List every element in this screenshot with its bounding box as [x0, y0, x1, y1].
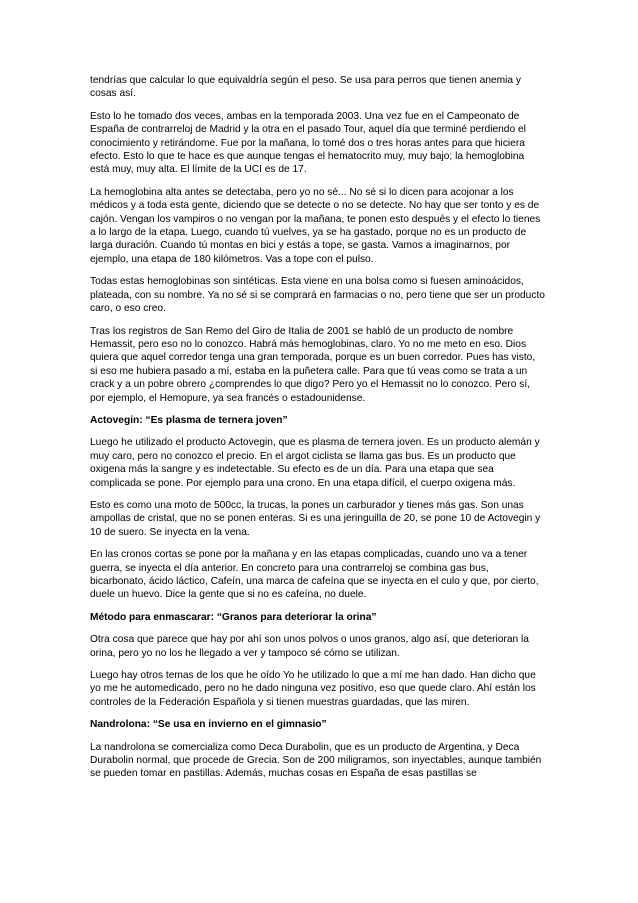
- section-heading: Nandrolona: “Se usa en invierno en el gimnasio”: [90, 719, 327, 731]
- paragraph: Tras los registros de San Remo del Giro de Italia de 2001 se habló de un producto de nombre Hemassit, pero eso no lo conozco. Habrá más hemoglobinas, claro. Yo no me meto en eso. Dios quiera que aquel corredor tenga una gran temporada, porque es un buen corredor. Pues has visto, si eso me hubiera pasado a mí, estaba en la puñetera calle. Para que tú veas como se trata a un crack y a un pobre obrero ¿comprendes lo que digo? Pero yo el Hemassit no lo conozco. Pero sí, por ejemplo, el Hemopure, ya sea francés o estadounidense.: [90, 325, 536, 404]
- paragraph: tendrías que calcular lo que equivaldría según el peso. Se usa para perros que tienen anemia y cosas así.: [90, 75, 521, 100]
- document-page: [90, 74, 545, 790]
- section-heading: Método para enmascarar: “Granos para deteriorar la orina”: [90, 611, 377, 623]
- section-heading: Actovegin: “Es plasma de ternera joven”: [90, 414, 288, 426]
- paragraph: En las cronos cortas se pone por la mañana y en las etapas complicadas, cuando uno va a tener guerra, se inyecta el día anterior. En concreto para una contrarreloj se combina gas bus, bicarbonato, ácido láctico, Cafeín, una marca de cafeína que se inyecta en el culo y que, por cierto, duele un huevo. Dice la gente que si no es cafeína, no duele.: [90, 549, 539, 601]
- paragraph: La hemoglobina alta antes se detectaba, pero yo no sé... No sé si lo dicen para acojonar a los médicos y a toda esta gente, diciendo que se detecte o no se detecte. No hay que ser tonto y es de cajón. Vengan los vampiros o no vengan por la mañana, te ponen esto después y el efecto lo tienes a lo largo de la etapa. Luego, cuando tú vuelves, ya se ha gastado, porque no es un producto de larga duración. Cuando tú montas en bici y estás a tope, se gasta. Vamos a imaginarnos, por ejemplo, una etapa de 180 kilómetros. Vas a tope con el pulso.: [90, 186, 541, 265]
- paragraph: Todas estas hemoglobinas son sintéticas. Esta viene en una bolsa como si fuesen aminoácidos, plateada, con su nombre. Ya no sé si se comprará en farmacias o no, pero tiene que ser un producto caro, o eso creo.: [90, 276, 545, 315]
- paragraph: La nandrolona se comercializa como Deca Durabolin, que es un producto de Argentina, y Deca Durabolin normal, que procede de Grecia. Son de 200 miligramos, son inyectables, aunque también se pueden tomar en pastillas. Además, muchas cosas en España de esas pastillas se: [90, 741, 542, 780]
- paragraph: Luego he utilizado el producto Actovegin, que es plasma de ternera joven. Es un producto alemán y muy caro, pero no conozco el precio. En el argot ciclista se llama gas bus. Es un producto que oxigena más la sangre y es indetectable. Su efecto es de un día. Para una etapa que sea complicada se pone. Por ejemplo para una crono. En una etapa difícil, el cuerpo oxigena más.: [90, 437, 540, 489]
- paragraph: Esto lo he tomado dos veces, ambas en la temporada 2003. Una vez fue en el Campeonato de España de contrarreloj de Madrid y la otra en el pasado Tour, aquel día que terminé perdiendo el conocimiento y retirándome. Fue por la mañana, lo tomé dos o tres horas antes para que hiciera efecto. Esto lo que te hace es que aunque tengas el hematocrito muy, muy bajo; la hemoglobina está muy, muy alta. El límite de la UCI es de 17.: [90, 110, 526, 176]
- paragraph: Luego hay otros temas de los que he oído Yo he utilizado lo que a mí me han dado. Han dicho que yo me he automedicado, pero no he dado ninguna vez positivo, eso que quede claro. Ahí están los controles de la Federación Española y si tienen muestras guardadas, que las miren.: [90, 670, 536, 708]
- paragraph: Otra cosa que parece que hay por ahí son unos polvos o unos granos, algo así, que deterioran la orina, pero yo no los he llegado a ver y tampoco sé cómo se utilizan.: [90, 634, 529, 659]
- paragraph: Esto es como una moto de 500cc, la trucas, la pones un carburador y tienes más gas. Son unas ampollas de cristal, que no se ponen enteras. Si es una jeringuilla de 20, se pone 10 de Actovegin y 10 de suero. Se inyecta en la vena.: [90, 499, 541, 538]
